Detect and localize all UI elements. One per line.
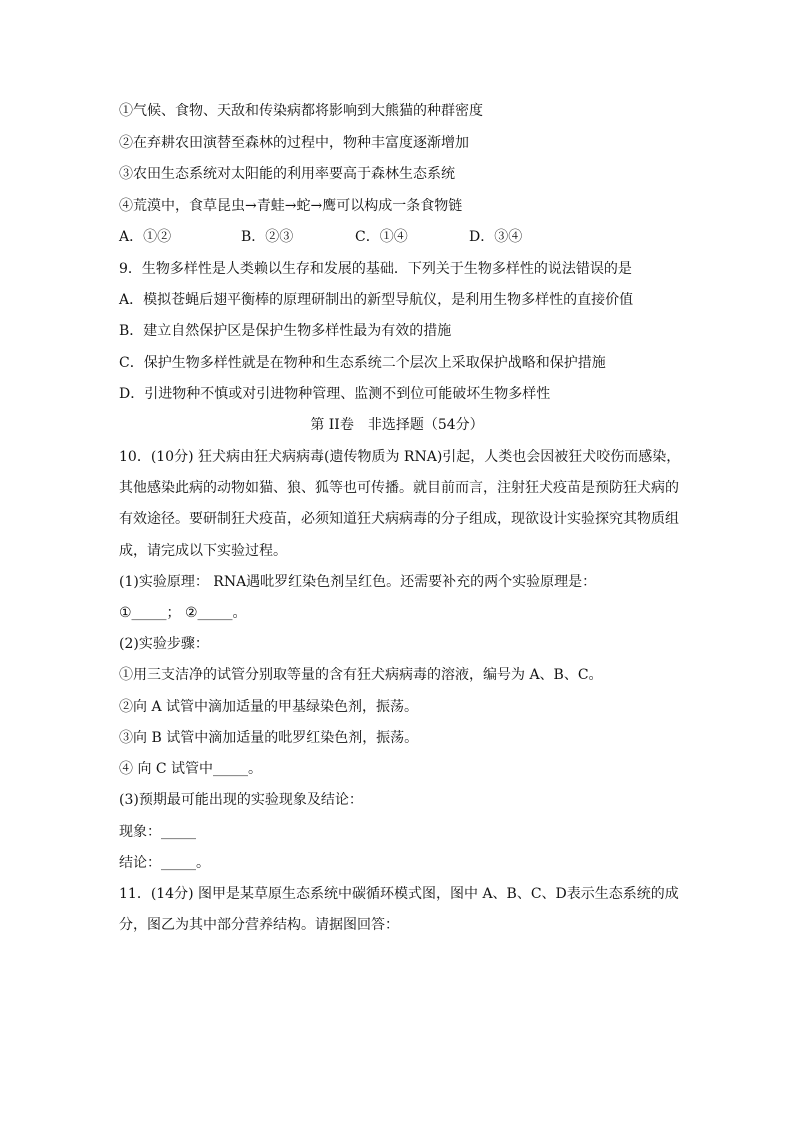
q10-step-3: ③向 B 试管中滴加适量的吡罗红染色剂，振荡。: [119, 730, 419, 746]
q9-option-a: A．模拟苍蝇后翅平衡棒的原理研制出的新型导航仪，是利用生物多样性的直接价值: [119, 292, 634, 308]
q11-line-1: 11．(14分) 图甲是某草原生态系统中碳循环模式图，图中 A、B、C、D表示生态系统的成: [119, 886, 679, 902]
q9-stem: 9．生物多样性是人类赖以生存和发展的基础．下列关于生物多样性的说法错误的是: [119, 261, 632, 277]
q10-line-3: 有效途径。要研制狂犬疫苗，必须知道狂犬病病毒的分子组成，现欲设计实验探究其物质组: [119, 511, 679, 527]
q10-conclusion: 结论：_____。: [119, 855, 210, 871]
q9-option-c: C．保护生物多样性就是在物种和生态系统二个层次上采取保护战略和保护措施: [119, 355, 606, 371]
q8-option-a: A．①②: [119, 229, 172, 245]
q8-statement-3: ③农田生态系统对太阳能的利用率要高于森林生态系统: [119, 166, 455, 182]
q8-option-c: C．①④: [355, 229, 408, 245]
q10-line-1: 10．(10分) 狂犬病由狂犬病病毒(遗传物质为 RNA)引起，人类也会因被狂犬咬伤而感染，: [119, 449, 681, 465]
q11-line-2: 分，图乙为其中部分营养结构。请据图回答：: [119, 917, 399, 933]
q10-blanks: ①_____； ②_____。: [119, 605, 247, 621]
q8-statement-1: ①气候、食物、天敌和传染病都将影响到大熊猫的种群密度: [119, 103, 483, 119]
q10-principle: (1)实验原理： RNA遇吡罗红染色剂呈红色。还需要补充的两个实验原理是：: [119, 574, 597, 590]
q10-line-2: 其他感染此病的动物如猫、狼、狐等也可传播。就目前而言，注射狂犬疫苗是预防狂犬病的: [119, 480, 679, 496]
q10-steps-title: (2)实验步骤：: [119, 636, 209, 652]
q8-statement-2: ②在弃耕农田演替至森林的过程中，物种丰富度逐渐增加: [119, 135, 469, 151]
q9-option-b: B．建立自然保护区是保护生物多样性最为有效的措施: [119, 323, 452, 339]
q8-option-b: B．②③: [241, 229, 294, 245]
q10-predict-title: (3)预期最可能出现的实验现象及结论：: [119, 792, 363, 808]
q10-step-2: ②向 A 试管中滴加适量的甲基绿染色剂，振荡。: [119, 699, 419, 715]
q8-statement-4: ④荒漠中，食草昆虫→青蛙→蛇→鹰可以构成一条食物链: [119, 198, 463, 214]
q8-option-d: D．③④: [469, 229, 523, 245]
section-title: 第 II卷 非选择题（54分）: [310, 417, 484, 433]
q10-phenomenon: 现象：_____: [119, 824, 196, 840]
q9-option-d: D．引进物种不慎或对引进物种管理、监测不到位可能破坏生物多样性: [119, 386, 551, 402]
q10-line-4: 成，请完成以下实验过程。: [119, 543, 287, 559]
q10-step-4: ④ 向 C 试管中_____。: [119, 761, 263, 777]
q10-step-1: ①用三支洁净的试管分别取等量的含有狂犬病病毒的溶液，编号为 A、B、C。: [119, 667, 603, 683]
